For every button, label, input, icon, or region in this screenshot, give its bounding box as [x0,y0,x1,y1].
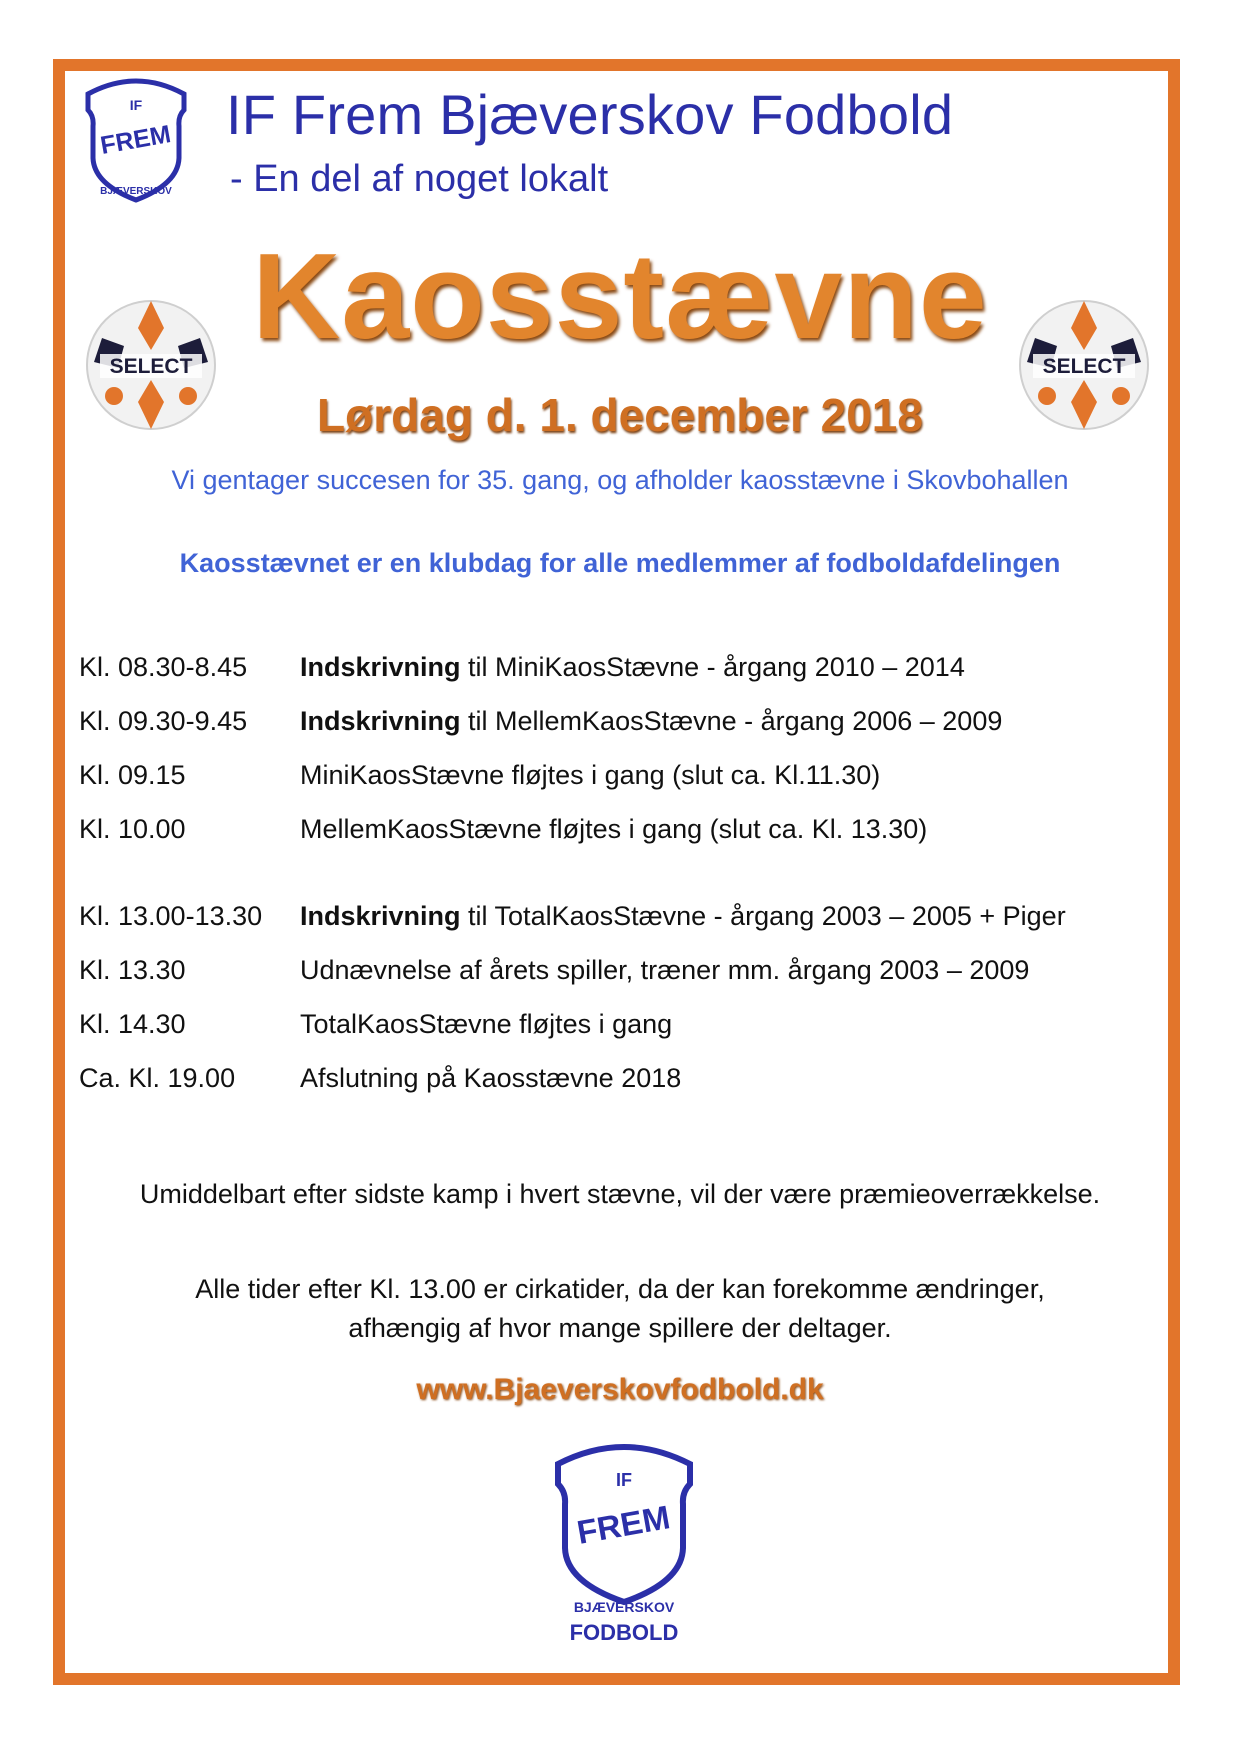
schedule-row [79,1009,1169,1063]
crest-bottom-line2: FREM [574,1498,673,1551]
prize-note: Umiddelbart efter sidste kamp i hvert stævne, vil der være præmieoverrækkelse. [139,1179,1101,1209]
event-date: Lørdag d. 1. december 2018 [317,389,923,441]
schedule-description [300,760,880,791]
crest-bottom-line1: IF [616,1470,632,1490]
schedule-time: Kl. 08.30-8.45 [79,652,248,682]
schedule-row [79,652,1169,706]
website-link[interactable]: www.Bjaeverskovfodbold.dk [416,1373,824,1406]
headline-text: Kaosstævnet er en klubdag for alle medlemmer af fodboldafdelingen [179,548,1061,578]
schedule-text: til TotalKaosStævne - årgang 2003 – 2005 + Piger [460,901,1066,931]
schedule-row [79,814,1169,868]
schedule-row [79,706,1169,760]
schedule-time: Kl. 13.30 [79,955,186,985]
schedule-text: til MiniKaosStævne - årgang 2010 – 2014 [460,652,965,682]
schedule-row [79,760,1169,814]
schedule-description [300,1063,681,1094]
club-subtitle: - En del af noget lokalt [230,158,609,200]
crest-line1: IF [129,97,143,113]
schedule-row [79,1063,1169,1117]
schedule-description [300,706,1002,737]
schedule-text: MiniKaosStævne fløjtes i gang (slut ca. Kl.11.30) [300,760,881,790]
times-note-line1: Alle tider efter Kl. 13.00 er cirkatider, da der kan forekomme ændringer, [195,1274,1045,1304]
schedule-text: Udnævnelse af årets spiller, træner mm. årgang 2003 – 2009 [300,955,1030,985]
schedule-text: TotalKaosStævne fløjtes i gang [300,1009,673,1039]
times-note [0,1270,1240,1348]
crest-line3: BJÆVERSKOV [100,186,172,197]
ball-brand-left: SELECT [109,355,193,378]
club-title: IF Frem Bjæverskov Fodbold [226,83,954,146]
crest-bottom-line3: BJÆVERSKOV [573,1599,675,1615]
schedule-description [300,901,1066,932]
schedule-time: Ca. Kl. 19.00 [79,1063,236,1093]
crest-bottom-line4: FODBOLD [569,1620,679,1645]
schedule-bold: Indskrivning [300,652,461,682]
schedule-time: Kl. 10.00 [79,814,186,844]
crest-line2: FREM [98,120,173,160]
schedule-bold: Indskrivning [300,901,461,931]
schedule-time: Kl. 09.15 [79,760,186,790]
schedule-description [300,652,965,683]
event-title: Kaosstævne [252,228,988,364]
schedule-text: MellemKaosStævne fløjtes i gang (slut ca. Kl. 13.30) [300,814,928,844]
schedule-bold: Indskrivning [300,706,461,736]
schedule-description [300,1009,672,1040]
club-crest-logo [80,76,192,206]
club-crest-logo-bottom [548,1440,700,1652]
schedule-list [79,652,1169,1117]
schedule-text: Afslutning på Kaosstævne 2018 [300,1063,682,1093]
schedule-description [300,955,1029,986]
schedule-time: Kl. 14.30 [79,1009,186,1039]
schedule-description [300,814,927,845]
intro-text: Vi gentager succesen for 35. gang, og afholder kaosstævne i Skovbohallen [171,465,1069,495]
schedule-text: til MellemKaosStævne - årgang 2006 – 2009 [460,706,1003,736]
schedule-time: Kl. 13.00-13.30 [79,901,263,931]
ball-brand-right: SELECT [1042,355,1126,378]
schedule-row [79,901,1169,955]
times-note-line2: afhængig af hvor mange spillere der deltager. [348,1313,892,1343]
schedule-time: Kl. 09.30-9.45 [79,706,248,736]
schedule-row [79,955,1169,1009]
